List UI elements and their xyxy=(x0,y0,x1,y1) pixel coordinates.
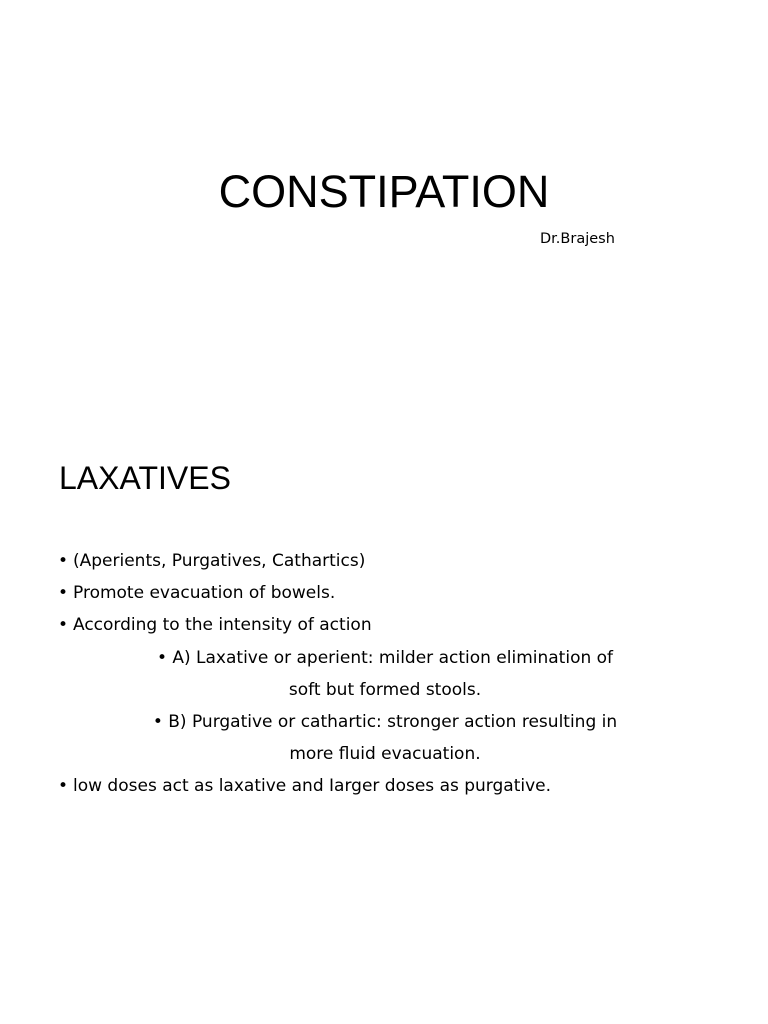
bullet-dot: • xyxy=(152,712,163,733)
author-name: Dr.Brajesh xyxy=(540,231,615,247)
bullet-text: B) Purgative or cathartic: stronger action resulting in more fluid evacuation. xyxy=(168,712,618,765)
slide-laxatives xyxy=(0,420,768,1024)
bullet-text: According to the intensity of action xyxy=(73,615,372,636)
bullet-dot: • xyxy=(156,647,167,668)
bullet-item xyxy=(0,545,768,577)
bullet-dot: • xyxy=(58,583,69,604)
bullet-dot: • xyxy=(58,776,69,797)
bullet-text: Promote evacuation of bowels. xyxy=(73,583,336,604)
bullet-item xyxy=(0,609,768,641)
bullet-item xyxy=(0,577,768,609)
laxatives-heading: LAXATIVES xyxy=(59,460,231,496)
bullet-dot: • xyxy=(58,551,69,571)
bullet-text: A) Laxative or aperient: milder action elimination of soft but formed stools. xyxy=(172,647,614,700)
bullet-item xyxy=(0,770,768,802)
sub-bullet-item xyxy=(0,642,768,706)
bullet-text: low doses act as laxative and Iarger doses as purgative. xyxy=(73,776,552,797)
sub-bullet-content xyxy=(150,642,620,706)
bullet-dot: • xyxy=(58,615,69,636)
slide-title xyxy=(0,0,768,420)
bullet-list xyxy=(0,545,768,803)
sub-bullet-item xyxy=(0,706,768,770)
bullet-text: (Aperients, Purgatives, Cathartics) xyxy=(73,551,366,571)
sub-bullet-content xyxy=(150,706,620,770)
slide-title-heading: CONSTIPATION xyxy=(218,166,550,217)
